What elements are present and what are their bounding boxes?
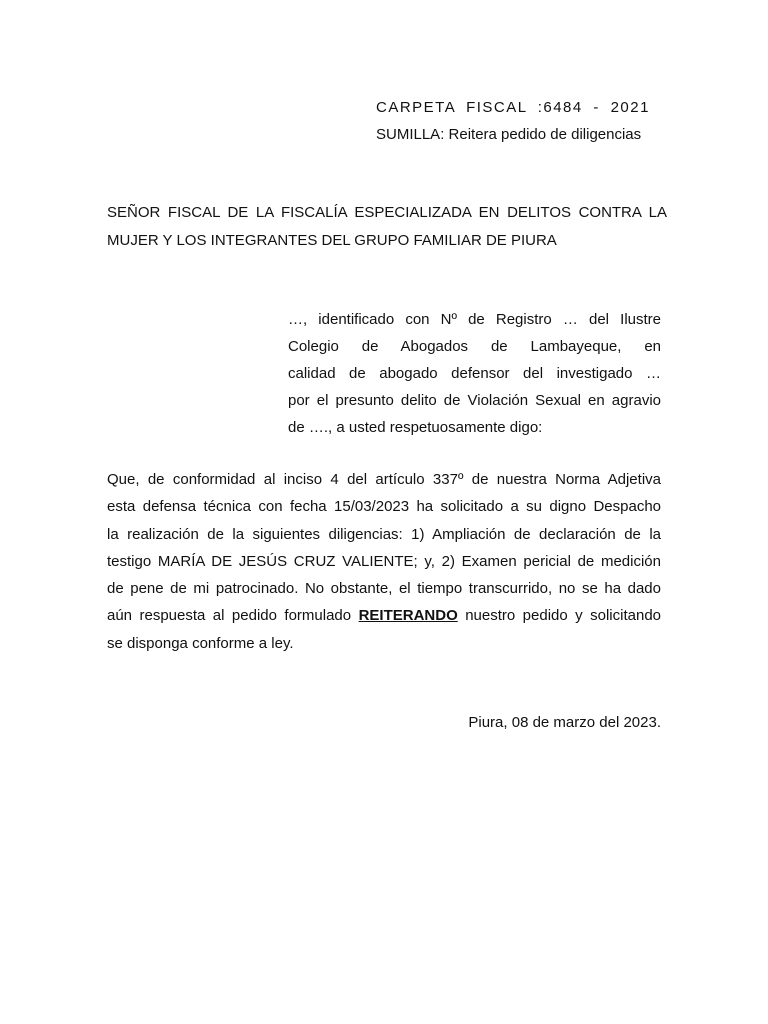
place-and-date: Piura, 08 de marzo del 2023. [468,714,661,731]
body-line: esta defensa técnica con fecha 15/03/2023 ha solicitado a su digno Despacho [107,498,661,516]
identification-line: Colegio de Abogados de Lambayeque, en [288,338,661,355]
body-line: testigo MARÍA DE JESÚS CRUZ VALIENTE; y, 2) Examen pericial de medición [107,552,661,570]
identification-line: …, identificado con Nº de Registro … del Ilustre [288,311,661,328]
body-line: de pene de mi patrocinado. No obstante, el tiempo transcurrido, no se ha dado [107,580,661,598]
addressee-line-2: MUJER Y LOS INTEGRANTES DEL GRUPO FAMILIAR DE PIURA [107,232,557,249]
body-paragraph [107,466,661,657]
body-line: la realización de la siguientes diligencias: 1) Ampliación de declaración de la [107,525,661,543]
body-text-fragment: nuestro pedido y solicitando [457,607,661,625]
emphasis-reiterando: REITERANDO [358,607,458,625]
addressee-block [107,199,667,255]
case-header [376,94,666,148]
summary-line: SUMILLA: Reitera pedido de diligencias [376,126,642,143]
body-line-with-emphasis [107,602,661,629]
identification-line: por el presunto delito de Violación Sexual en agravio [288,392,661,409]
identification-line: calidad de abogado defensor del investigado … [288,365,661,382]
identification-paragraph [288,306,661,441]
body-text-fragment: aún respuesta al pedido formulado [107,607,359,625]
body-line: se disponga conforme a ley. [107,634,294,652]
body-line: Que, de conformidad al inciso 4 del artículo 337º de nuestra Norma Adjetiva [107,471,661,488]
case-number: CARPETA FISCAL :6484 - 2021 [376,99,650,116]
identification-line: de …., a usted respetuosamente digo: [288,419,543,436]
addressee-line-1: SEÑOR FISCAL DE LA FISCALÍA ESPECIALIZADA EN DELITOS CONTRA LA [107,204,667,221]
